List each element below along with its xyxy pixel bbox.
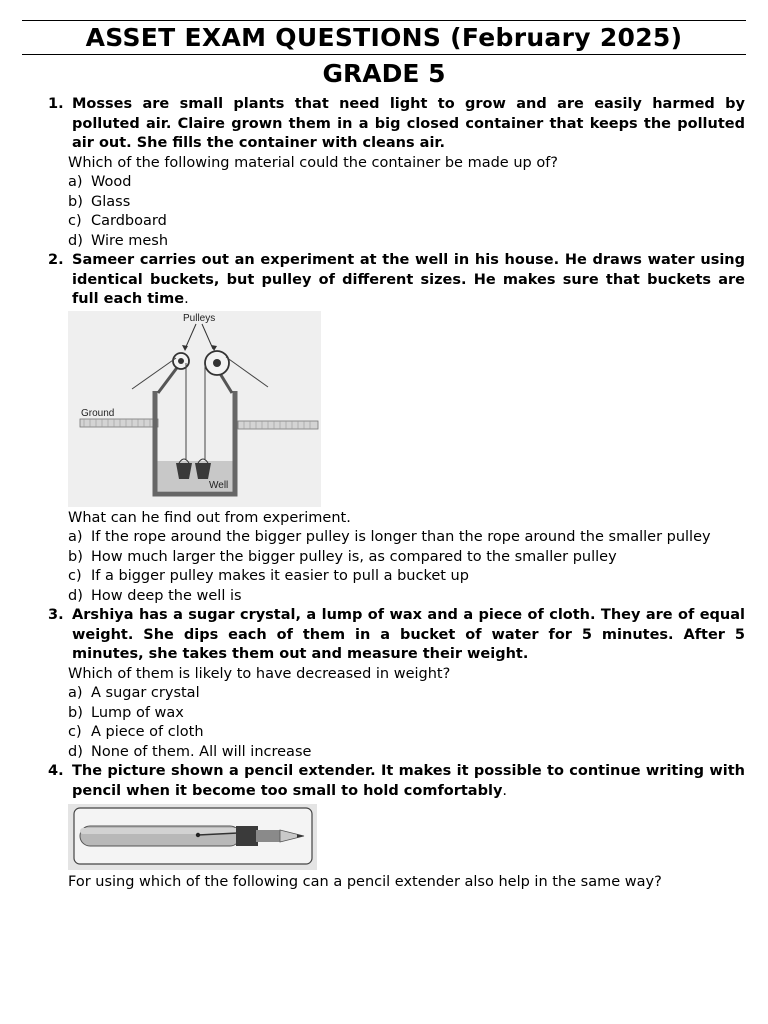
option-b[interactable] (68, 193, 745, 213)
option-text: None of them. All will increase (91, 743, 312, 760)
option-c[interactable] (68, 723, 745, 743)
option-letter: b) (68, 548, 83, 565)
question-1 (48, 95, 745, 251)
question-number: 2. (48, 252, 64, 268)
question-stem: Which of them is likely to have decreased in weight? (68, 665, 451, 682)
question-4 (48, 762, 745, 893)
option-letter: a) (68, 685, 83, 701)
pencil-stub (256, 830, 280, 842)
clip-rivet (196, 833, 200, 837)
ground-left (80, 419, 158, 427)
pulleys-label: Pulleys (183, 312, 216, 324)
question-2 (48, 251, 745, 606)
option-text: A sugar crystal (91, 685, 200, 701)
big-pulley-axle (213, 359, 221, 367)
page-title: ASSET EXAM QUESTIONS (February 2025) (85, 23, 683, 52)
option-letter: c) (68, 213, 82, 229)
option-d[interactable] (68, 232, 745, 252)
option-text: If a bigger pulley makes it easier to pull a bucket up (91, 568, 469, 584)
option-text: Lump of wax (91, 704, 184, 721)
option-d[interactable] (68, 587, 745, 607)
option-letter: d) (68, 743, 83, 760)
option-d[interactable] (68, 743, 745, 763)
option-a[interactable] (68, 528, 745, 548)
option-letter: a) (68, 174, 83, 190)
ground-label: Ground (81, 407, 115, 419)
option-text: Cardboard (91, 213, 167, 229)
option-letter: c) (68, 724, 82, 740)
question-stem: For using which of the following can a pencil extender also help in the same way? (68, 874, 662, 890)
question-text (72, 762, 745, 801)
question-text-body: The picture shown a pencil extender. It makes it possible to continue writing with pencil when it become too small to hold comfortably (72, 763, 745, 799)
pencil-extender-figure (68, 804, 317, 870)
extender-highlight (80, 828, 240, 834)
option-text: If the rope around the bigger pulley is longer than the rope around the smaller pulley (91, 529, 711, 545)
question-text: Mosses are small plants that need light to grow and are easily harmed by polluted air. Claire grown them in a big closed container that keeps the polluted air out. She fills the container with cleans air. (72, 96, 745, 151)
grade-heading: GRADE 5 (322, 59, 446, 88)
question-list (48, 95, 745, 893)
option-letter: b) (68, 704, 83, 721)
option-b[interactable] (68, 548, 745, 568)
question-text (72, 251, 745, 310)
question-number: 4. (48, 763, 64, 779)
option-text: How much larger the bigger pulley is, as compared to the smaller pulley (91, 548, 617, 565)
option-letter: d) (68, 587, 83, 604)
question-number: 3. (48, 607, 64, 623)
well-label: Well (209, 479, 229, 491)
option-c[interactable] (68, 212, 745, 232)
pencil-extender-image (68, 804, 317, 870)
option-letter: b) (68, 193, 83, 210)
extender-ring (236, 826, 258, 846)
option-letter: c) (68, 568, 82, 584)
question-stem: What can he find out from experiment. (68, 509, 351, 526)
option-a[interactable] (68, 173, 745, 193)
option-b[interactable] (68, 704, 745, 724)
question-text: Arshiya has a sugar crystal, a lump of wax and a piece of cloth. They are of equal weight. She dips each of them in a bucket of water for 5 minutes. After 5 minutes, she takes them out and measure their weight. (72, 607, 745, 662)
question-stem: Which of the following material could the container be made up of? (68, 154, 558, 171)
pulley-diagram (68, 311, 321, 507)
question-text-body: Sameer carries out an experiment at the well in his house. He draws water using identical buckets, but pulley of different sizes. He makes sure that buckets are full each time (72, 252, 745, 307)
option-text: Wire mesh (91, 232, 169, 249)
page-header (22, 20, 746, 93)
question-number: 1. (48, 96, 64, 112)
option-text: Wood (91, 174, 132, 190)
pulley-well-figure (68, 311, 321, 507)
option-letter: a) (68, 529, 83, 545)
small-pulley-axle (178, 358, 184, 364)
option-letter: d) (68, 232, 83, 249)
option-text: Glass (91, 193, 131, 210)
option-text: How deep the well is (91, 587, 242, 604)
option-a[interactable] (68, 684, 745, 704)
question-3 (48, 606, 745, 762)
question-text-end: . (502, 782, 508, 799)
question-text-end: . (184, 291, 189, 307)
option-c[interactable] (68, 567, 745, 587)
option-text: A piece of cloth (91, 724, 204, 740)
